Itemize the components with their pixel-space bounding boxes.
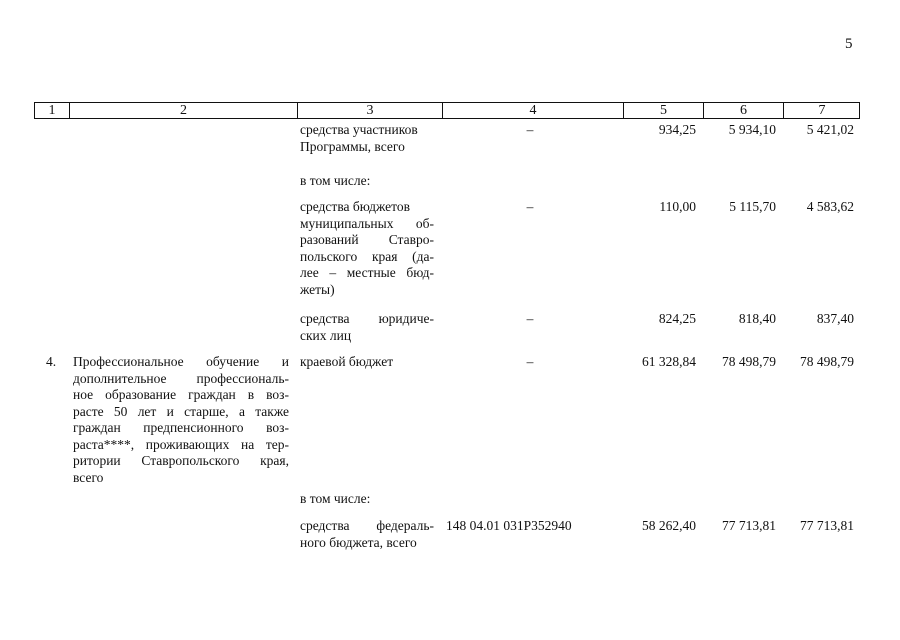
header-col-7: 7 xyxy=(783,103,860,118)
subheading-including: в том числе: xyxy=(300,173,371,188)
value-col-6: 5 934,10 xyxy=(728,122,776,137)
funding-source-cell: краевой бюджет xyxy=(300,354,394,369)
code-cell: – xyxy=(526,199,534,214)
subheading-including: в том числе: xyxy=(300,491,371,506)
value-col-5: 824,25 xyxy=(658,311,696,326)
value-col-7: 77 713,81 xyxy=(800,518,854,533)
value-col-5: 61 328,84 xyxy=(642,354,696,369)
header-col-4: 4 xyxy=(442,103,623,118)
funding-source-cell: средства юридиче- ских лиц xyxy=(300,311,434,343)
value-col-6: 78 498,79 xyxy=(722,354,776,369)
budget-classification-code: 148 04.01 031Р352940 xyxy=(446,518,572,533)
funding-source-cell: средства бюджетов муниципальных об- разований Ставро- польского края (да- лее – местные бюд- жеты) xyxy=(300,199,434,297)
header-col-6: 6 xyxy=(703,103,783,118)
header-col-5: 5 xyxy=(623,103,703,118)
header-col-1: 1 xyxy=(48,103,56,118)
code-cell: – xyxy=(526,122,534,137)
value-col-7: 4 583,62 xyxy=(806,199,854,214)
value-col-5: 110,00 xyxy=(659,199,696,214)
header-col-3: 3 xyxy=(297,103,442,118)
table-header-row xyxy=(34,102,860,119)
funding-source-cell: средства участников Программы, всего xyxy=(300,122,418,154)
value-col-6: 818,40 xyxy=(738,311,776,326)
value-col-7: 5 421,02 xyxy=(806,122,854,137)
code-cell: – xyxy=(526,311,534,326)
activity-name-cell: Профессиональное обучение и дополнительное профессиональ- ное образование граждан в воз- расте 50 лет и старше, а также граждан предпенсионного воз- раста****, проживающих на тер- ритории Ставропольского края, всего xyxy=(73,354,289,485)
value-col-7: 78 498,79 xyxy=(800,354,854,369)
value-col-7: 837,40 xyxy=(816,311,854,326)
value-col-6: 5 115,70 xyxy=(729,199,776,214)
funding-source-cell: средства федераль- ного бюджета, всего xyxy=(300,518,434,550)
header-col-2: 2 xyxy=(69,103,297,118)
value-col-5: 934,25 xyxy=(658,122,696,137)
row-number: 4. xyxy=(46,354,57,369)
value-col-5: 58 262,40 xyxy=(642,518,696,533)
code-cell: – xyxy=(526,354,534,369)
page-number: 5 xyxy=(845,36,853,52)
value-col-6: 77 713,81 xyxy=(722,518,776,533)
